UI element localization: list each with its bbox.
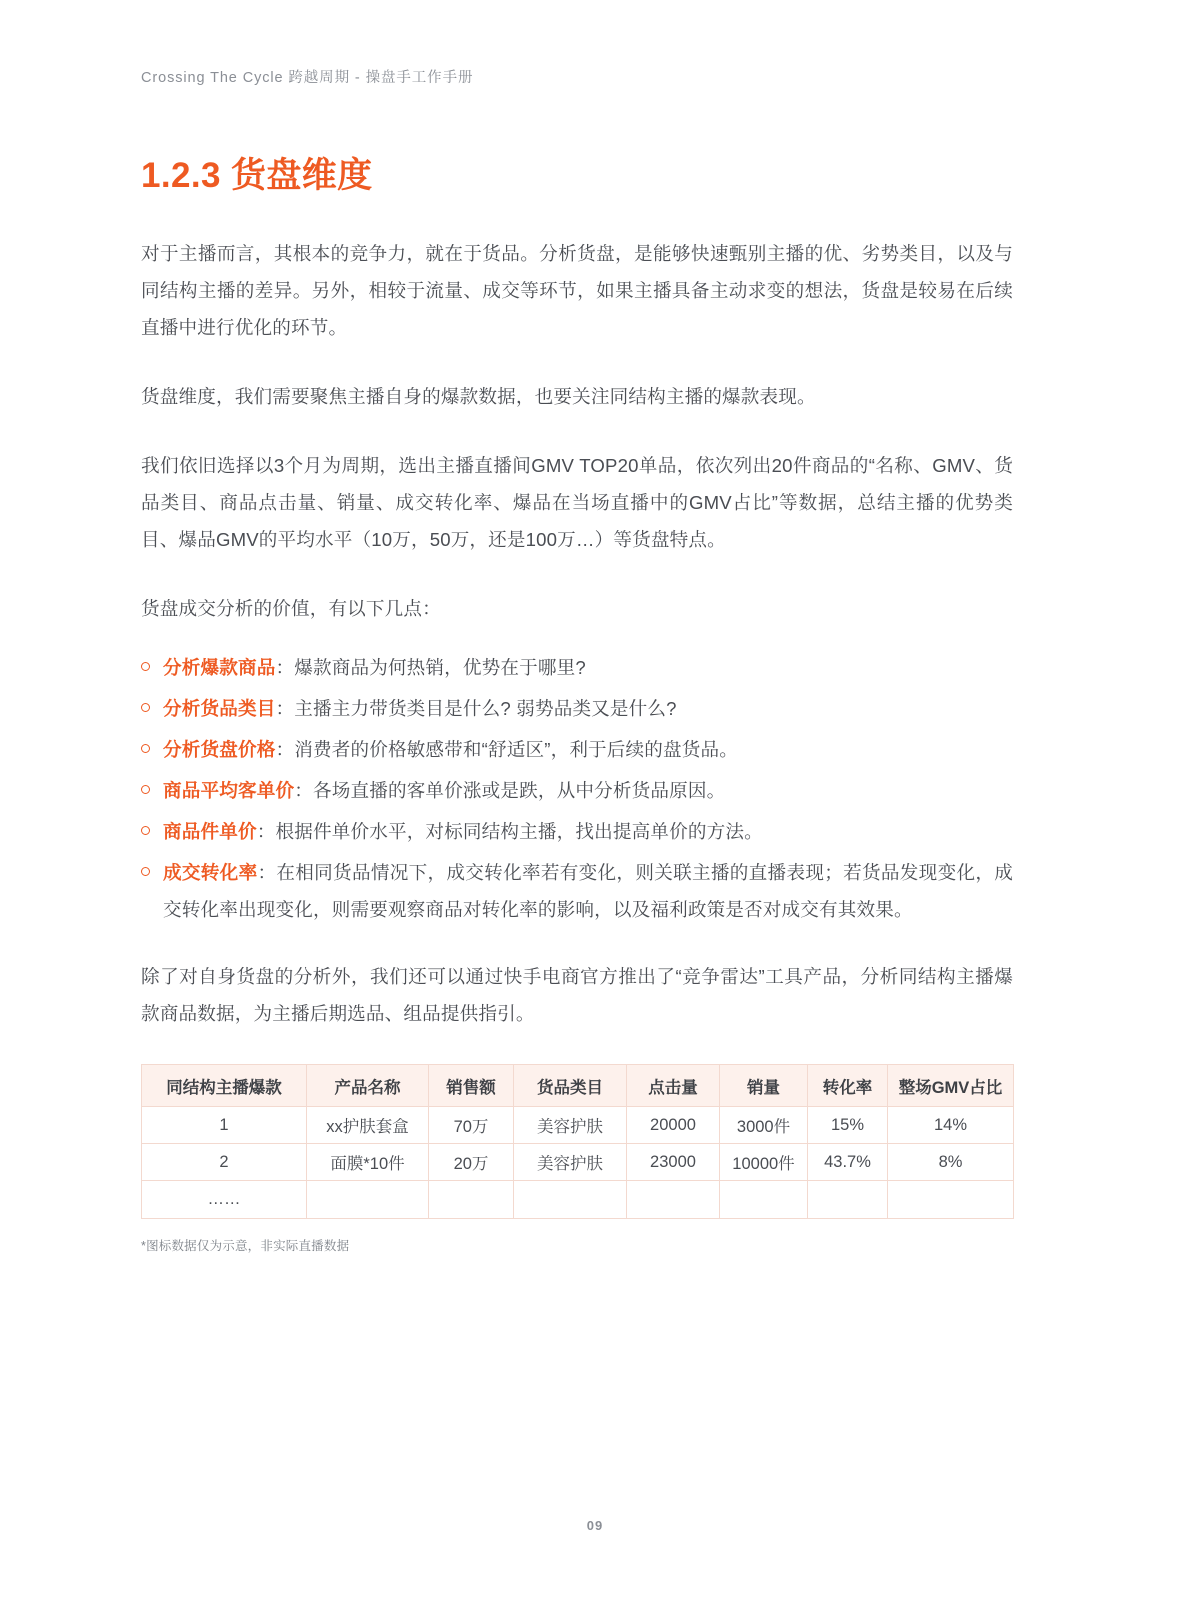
table-cell [720, 1181, 808, 1219]
table-row [142, 1144, 1014, 1181]
list-item-label: 分析货品类目 [163, 698, 276, 719]
table-footnote: *图标数据仅为示意，非实际直播数据 [141, 1239, 350, 1253]
table-header-cell: 销售额 [429, 1065, 514, 1107]
table-cell [307, 1181, 429, 1219]
circle-bullet-icon [141, 703, 150, 712]
table-cell: xx护肤套盒 [307, 1107, 429, 1144]
circle-bullet-icon [141, 744, 150, 753]
table-cell [888, 1181, 1014, 1219]
page-title: 1.2.3 货盘维度 [141, 156, 373, 195]
list-item-text: 各场直播的客单价涨或是跌，从中分析货品原因。 [312, 780, 726, 801]
list-item-label: 分析货盘价格 [163, 739, 276, 760]
competitor-hot-products-table [141, 1064, 1014, 1219]
table-cell: 43.7% [808, 1144, 888, 1181]
table-cell: 20万 [429, 1144, 514, 1181]
table-header-cell: 转化率 [808, 1065, 888, 1107]
list-item [141, 690, 1013, 727]
table-cell [514, 1181, 627, 1219]
table-header-cell: 同结构主播爆款 [142, 1065, 307, 1107]
table-cell [429, 1181, 514, 1219]
paragraph-radar-tool: 除了对自身货盘的分析外，我们还可以通过快手电商官方推出了“竞争雷达”工具产品，分析同结构主播爆款商品数据，为主播后期选品、组品提供指引。 [141, 966, 1013, 1024]
list-item [141, 772, 1013, 809]
table-cell: 美容护肤 [514, 1144, 627, 1181]
value-list [141, 649, 1013, 928]
paragraph-value-lead: 货盘成交分析的价值，有以下几点： [141, 598, 441, 619]
table-cell: 3000件 [720, 1107, 808, 1144]
paragraph-method: 我们依旧选择以3个月为周期，选出主播直播间GMV TOP20单品，依次列出20件商品的“名称、GMV、货品类目、商品点击量、销量、成交转化率、爆品在当场直播中的GMV占比”等数据，总结主播的优势类目、爆品GMV的平均水平（10万，50万，还是100万…）等货盘特点。 [141, 455, 1013, 550]
table-cell: 15% [808, 1107, 888, 1144]
list-item-label: 商品平均客单价 [163, 780, 295, 801]
table-cell: 23000 [627, 1144, 720, 1181]
table-cell [627, 1181, 720, 1219]
table-cell: …… [142, 1181, 307, 1219]
table-header-cell: 货品类目 [514, 1065, 627, 1107]
table-row [142, 1181, 1014, 1219]
circle-bullet-icon [141, 867, 150, 876]
list-item [141, 649, 1013, 686]
list-item-separator: ： [275, 698, 295, 719]
page-content [141, 155, 1013, 1254]
table-cell: 8% [888, 1144, 1014, 1181]
table-cell [808, 1181, 888, 1219]
list-item [141, 813, 1013, 850]
table-header-cell: 整场GMV占比 [888, 1065, 1014, 1107]
table-header-cell: 点击量 [627, 1065, 720, 1107]
list-item-text: 在相同货品情况下，成交转化率若有变化，则关联主播的直播表现；若货品发现变化，成交转化率出现变化，则需要观察商品对转化率的影响，以及福利政策是否对成交有其效果。 [163, 862, 1013, 920]
list-item-separator: ： [256, 821, 276, 842]
circle-bullet-icon [141, 826, 150, 835]
running-header: Crossing The Cycle 跨越周期 - 操盘手工作手册 [141, 70, 474, 86]
list-item-text: 主播主力带货类目是什么? 弱势品类又是什么? [294, 698, 677, 719]
list-item-text: 消费者的价格敏感带和“舒适区”，利于后续的盘货品。 [294, 739, 739, 760]
table-cell: 20000 [627, 1107, 720, 1144]
table-header-cell: 产品名称 [307, 1065, 429, 1107]
list-item-separator: ： [257, 862, 277, 883]
circle-bullet-icon [141, 662, 150, 671]
circle-bullet-icon [141, 785, 150, 794]
table-header-row [142, 1065, 1014, 1107]
list-item-separator: ： [275, 657, 295, 678]
table-cell: 14% [888, 1107, 1014, 1144]
list-item [141, 731, 1013, 768]
list-item-label: 商品件单价 [163, 821, 257, 842]
table-cell: 70万 [429, 1107, 514, 1144]
table-header-cell: 销量 [720, 1065, 808, 1107]
table-cell: 美容护肤 [514, 1107, 627, 1144]
paragraph-intro: 对于主播而言，其根本的竞争力，就在于货品。分析货盘，是能够快速甄别主播的优、劣势类目，以及与同结构主播的差异。另外，相较于流量、成交等环节，如果主播具备主动求变的想法，货盘是较易在后续直播中进行优化的环节。 [141, 243, 1013, 338]
table-cell: 10000件 [720, 1144, 808, 1181]
list-item-label: 成交转化率 [163, 862, 258, 883]
list-item-separator: ： [275, 739, 295, 760]
table-cell: 1 [142, 1107, 307, 1144]
list-item-text: 根据件单价水平，对标同结构主播，找出提高单价的方法。 [275, 821, 763, 842]
table-cell: 面膜*10件 [307, 1144, 429, 1181]
list-item-separator: ： [294, 780, 313, 801]
page-number: 09 [586, 1518, 604, 1533]
competitor-hot-products-table-wrap [141, 1064, 1013, 1254]
table-row [142, 1107, 1014, 1144]
list-item-label: 分析爆款商品 [163, 657, 276, 678]
table-cell: 2 [142, 1144, 307, 1181]
paragraph-focus: 货盘维度，我们需要聚焦主播自身的爆款数据，也要关注同结构主播的爆款表现。 [141, 386, 816, 407]
list-item [141, 854, 1013, 928]
list-item-text: 爆款商品为何热销，优势在于哪里? [294, 657, 586, 678]
